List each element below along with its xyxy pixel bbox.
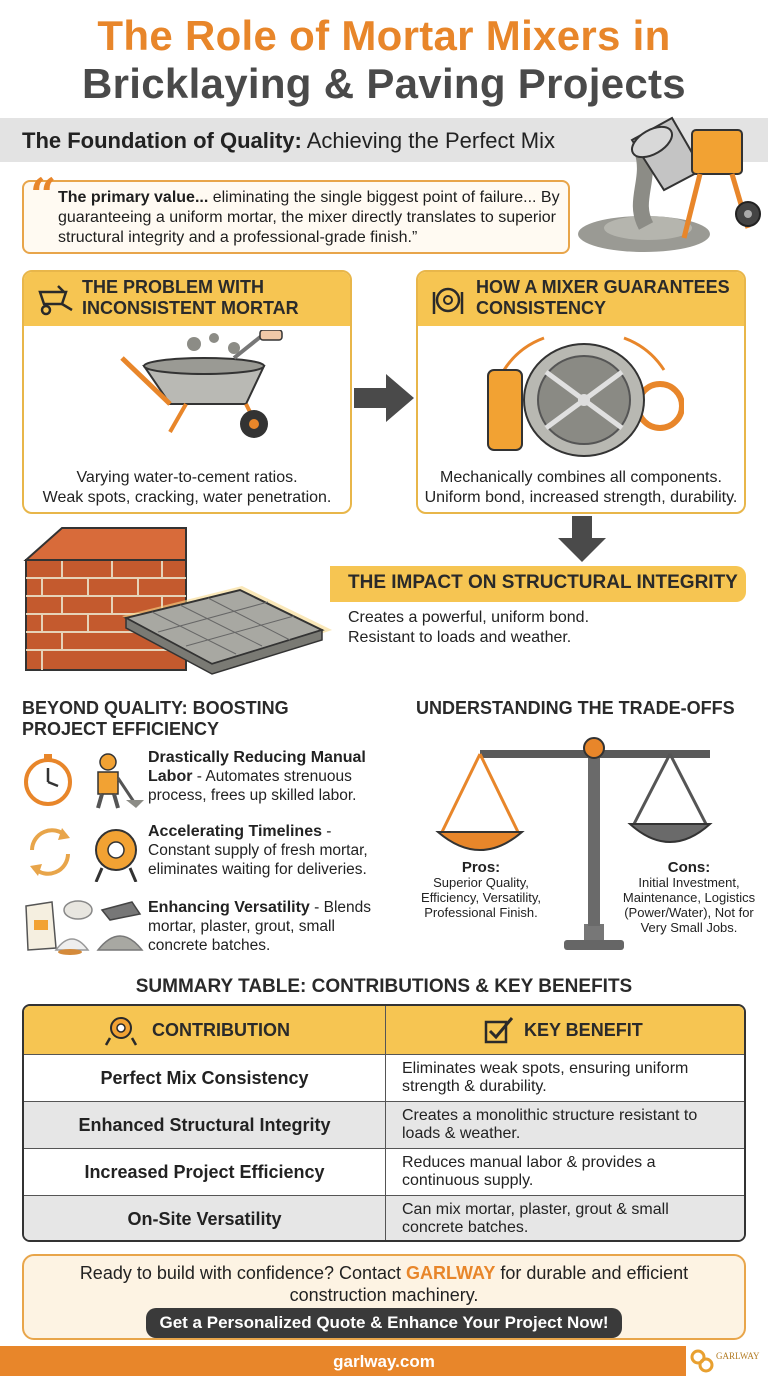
right-arrow-icon — [352, 372, 416, 424]
quote-rest: eliminating the single biggest point of failure... By guaranteeing a uniform mortar, the mixer directly translates to superior structural integrity and a professional-grade finish.” — [58, 189, 560, 246]
subtitle-bold: The Foundation of Quality: — [22, 128, 302, 153]
cta-after: for durable and efficient construction machinery. — [289, 1263, 689, 1305]
solution-panel — [416, 270, 746, 514]
quote-bold: The primary value... — [58, 189, 209, 206]
efficiency-title-2: PROJECT EFFICIENCY — [22, 719, 220, 739]
materials-icon — [22, 892, 146, 956]
impact-line-2: Resistant to loads and weather. — [348, 629, 572, 646]
efficiency-item-2-rest: - Constant supply of fresh mortar, eliminates waiting for deliveries. — [148, 823, 368, 878]
col-contribution: CONTRIBUTION — [152, 1020, 290, 1040]
problem-caption-1: Varying water-to-cement ratios. — [76, 469, 298, 486]
problem-caption-2: Weak spots, cracking, water penetration. — [42, 489, 332, 506]
table-row — [24, 1054, 744, 1101]
pros-label: Pros: — [461, 859, 501, 876]
table-row — [24, 1101, 744, 1148]
subtitle-rest: Achieving the Perfect Mix — [301, 128, 555, 153]
checkbox-icon — [484, 1016, 514, 1044]
cons-label: Cons: — [667, 859, 711, 876]
efficiency-item-1-rest: - Automates strenuous process, frees up skilled labor. — [148, 768, 357, 804]
cta-brand: GARLWAY — [406, 1263, 496, 1283]
solution-caption-2: Uniform bond, increased strength, durability. — [424, 489, 738, 506]
table-row — [24, 1195, 744, 1242]
table-row — [24, 1148, 744, 1195]
efficiency-item-3-bold: Enhancing Versatility — [148, 899, 310, 916]
down-arrow-icon — [556, 514, 608, 564]
title-line-1: The Role of Mortar Mixers in — [97, 12, 671, 59]
mixer-drum-illustration — [484, 330, 684, 460]
logo-text: GARLWAY — [716, 1351, 760, 1361]
mixer-icon — [430, 284, 470, 318]
cycle-mixer-icon — [22, 820, 146, 882]
table-header-benefit — [386, 1006, 746, 1054]
row-benefit: Creates a monolithic structure resistant to loads & weather. — [402, 1107, 698, 1142]
impact-title: THE IMPACT ON STRUCTURAL INTEGRITY — [348, 572, 738, 593]
col-benefit: KEY BENEFIT — [524, 1020, 643, 1040]
brick-wall-paving-illustration — [22, 520, 342, 680]
row-contribution: Increased Project Efficiency — [24, 1149, 386, 1196]
row-contribution: Perfect Mix Consistency — [24, 1055, 386, 1102]
quote-request-button[interactable]: Get a Personalized Quote & Enhance Your Project Now! — [146, 1308, 622, 1338]
row-benefit: Can mix mortar, plaster, grout & small concrete batches. — [402, 1201, 669, 1236]
cons-block — [614, 860, 764, 935]
row-contribution: Enhanced Structural Integrity — [24, 1102, 386, 1149]
stopwatch-worker-icon — [22, 748, 146, 810]
row-contribution: On-Site Versatility — [24, 1196, 386, 1242]
wheelbarrow-icon — [36, 284, 76, 316]
cta-before: Ready to build with confidence? Contact — [79, 1263, 407, 1283]
table-header-contribution — [24, 1006, 386, 1054]
row-benefit: Eliminates weak spots, ensuring uniform strength & durability. — [402, 1060, 689, 1095]
summary-title: SUMMARY TABLE: CONTRIBUTIONS & KEY BENEFITS — [135, 976, 633, 997]
problem-title: THE PROBLEM WITH INCONSISTENT MORTAR — [82, 277, 299, 318]
problem-panel — [22, 270, 352, 514]
garlway-logo-mark-icon — [690, 1349, 714, 1373]
quote-mark: “ — [30, 168, 57, 222]
quote-text — [58, 188, 568, 248]
efficiency-title-1: BEYOND QUALITY: BOOSTING — [22, 698, 289, 718]
solution-title: HOW A MIXER GUARANTEES CONSISTENCY — [476, 277, 730, 318]
efficiency-item-3-rest: - Blends mortar, plaster, grout, small concrete batches. — [148, 899, 371, 954]
title-line-2: Bricklaying & Paving Projects — [82, 60, 686, 107]
efficiency-item-2 — [148, 822, 378, 879]
efficiency-item-3 — [148, 898, 378, 955]
efficiency-item-2-bold: Accelerating Timelines — [148, 823, 322, 840]
mixer-icon — [104, 1014, 138, 1046]
row-benefit: Reduces manual labor & provides a continuous supply. — [402, 1154, 656, 1189]
efficiency-item-1 — [148, 748, 378, 805]
impact-line-1: Creates a powerful, uniform bond. — [348, 609, 590, 626]
cta-text — [70, 1262, 698, 1306]
footer-url[interactable]: garlway.com — [333, 1352, 435, 1371]
subtitle — [22, 128, 555, 154]
wheelbarrow-illustration — [74, 330, 304, 440]
cons-text: Initial Investment, Maintenance, Logistics (Power/Water), Not for Very Small Jobs. — [622, 875, 756, 935]
solution-caption-1: Mechanically combines all components. — [440, 469, 722, 486]
pros-text: Superior Quality, Efficiency, Versatility, Professional Finish. — [421, 875, 541, 920]
efficiency-item-1-bold: Drastically Reducing Manual Labor — [148, 749, 366, 785]
mixer-pouring-illustration — [572, 110, 768, 260]
tradeoffs-title: UNDERSTANDING THE TRADE-OFFS — [416, 698, 735, 718]
summary-table — [22, 1004, 746, 1242]
pros-block — [408, 860, 554, 920]
